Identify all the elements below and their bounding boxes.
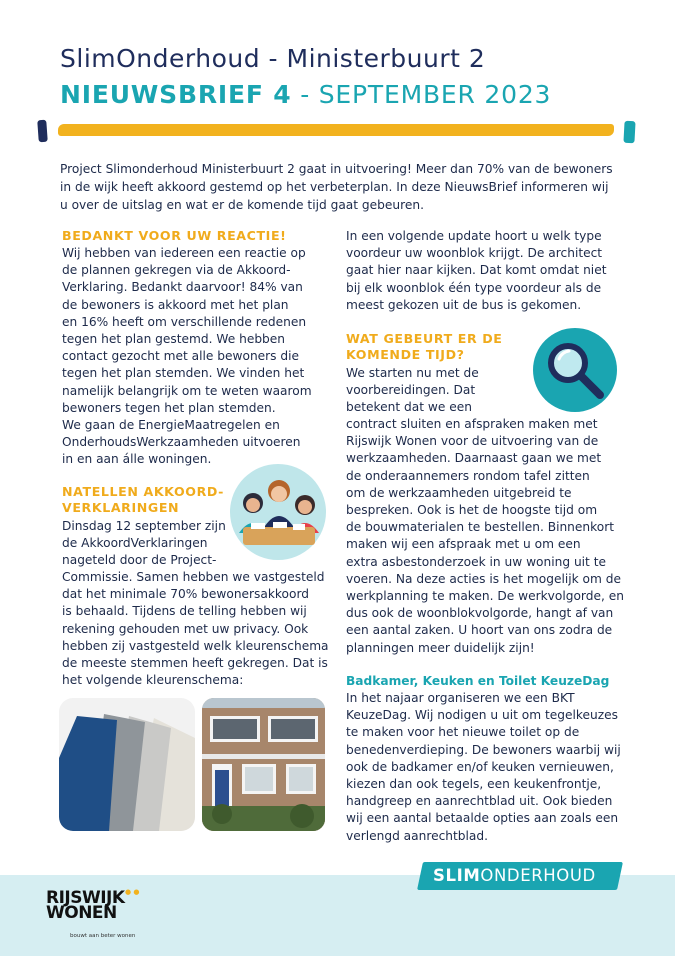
- badge-slim: SLIM: [433, 866, 481, 885]
- people-counting-illustration: [229, 463, 327, 561]
- heading-bedankt: BEDANKT VOOR UW REACTIE!: [62, 228, 287, 243]
- newsletter-subtitle: [60, 80, 551, 109]
- yellow-brush-stroke: [58, 124, 614, 136]
- rijswijk-wonen-logo: [46, 888, 125, 923]
- text-komende-tijd-b: contract sluiten en afspraken maken met Rijswijk Wonen voor de uitvoering van de werkzaamheden. Daarnaast gaan we met de onderaannemers rondom tafel zitten om de werkzaamheden uitgebreid te bespreken. Ook is het de hoogste tijd om de bouwmaterialen te bestellen. Binnenkort maken wij een afspraak met u om een extra asbestonderzoek in uw woning uit te voeren. Na deze acties is het mogelijk om de werkplanning te maken. De werkvolgorde, en dus ook de woonblokvolgorde, hangt af van een aantal zaken. U hoort van ons zodra de planningen meer duidelijk zijn!: [346, 417, 624, 655]
- newsletter-date: - SEPTEMBER 2023: [291, 80, 552, 109]
- logo-tagline: bouwt aan beter wonen: [70, 933, 136, 939]
- badge-onderhoud: ONDERHOUD: [480, 866, 596, 885]
- newsletter-title: SlimOnderhoud - Ministerbuurt 2: [60, 44, 486, 73]
- logo-line-1: RIJSWIJK: [46, 888, 125, 908]
- text-bkt-keuzedag: In het najaar organiseren we een BKT KeuzeDag. Wij nodigen u uit om tegelkeuzes te maken voor het nieuwe toilet op de benedenverdieping. De bewoners waarbij wij ook de badkamer en/of keuken vernieuwen, kiezen dan ook tegels, een keukenfrontje, handgreep en aanrechtblad uit. Ook bieden wij een aantal betaalde opties aan zoals een verlengd aanrechtblad.: [346, 691, 621, 843]
- newsletter-number: NIEUWSBRIEF 4: [60, 80, 292, 109]
- teal-brush-mark: [623, 121, 635, 144]
- text-natellen-b: Commissie. Samen hebben we vastgesteld dat het minimale 70% bewonersakkoord is behaald. Tijdens de telling hebben wij rekening gehouden met uw privacy. Ook hebben zij vastgesteld welk kleurenschema de meeste stemmen heeft gekregen. Dat is het volgende kleurenschema:: [62, 570, 329, 688]
- logo-line-2: WONEN: [46, 903, 117, 923]
- heading-komende-tijd-2: KOMENDE TIJD?: [346, 347, 465, 362]
- heading-natellen-2: VERKLARINGEN: [62, 500, 180, 515]
- text-komende-tijd-a: We starten nu met de voorbereidingen. Dat betekent dat we een: [346, 366, 479, 415]
- text-voordeur: In een volgende update hoort u welk type voordeur uw woonblok krijgt. De architect gaat hier naar kijken. Dat komt omdat niet bij elk woonblok één type voordeur als de meest gekozen uit de bus is gekomen.: [346, 229, 607, 312]
- house-photo: [202, 698, 325, 831]
- heading-natellen-1: NATELLEN AKKOORD-: [62, 484, 225, 499]
- navy-brush-mark: [37, 120, 48, 143]
- text-bedankt: Wij hebben van iedereen een reactie op de plannen gekregen via de Akkoord- Verklaring. Bedankt daarvoor! 84% van de bewoners is akkoord met het plan en 16% heeft om verschillende redenen tegen het plan gestemd. We hebben contact gezocht met alle bewoners die tegen het plan stemden. We vinden het namelijk belangrijk om te weten waarom bewoners tegen het plan stemden. We gaan de EnergieMaatregelen en OnderhoudsWerkzaamheden uitvoeren in en aan álle woningen.: [62, 246, 312, 467]
- heading-komende-tijd-1: WAT GEBEURT ER DE: [346, 331, 503, 346]
- intro-paragraph: Project Slimonderhoud Ministerbuurt 2 gaat in uitvoering! Meer dan 70% van de bewoners in de wijk heeft akkoord gestemd op het verbeterplan. In deze NieuwsBrief informeren wij u over de uitslag en wat er de komende tijd gaat gebeuren.: [60, 162, 613, 212]
- logo-dots-icon: ● ●: [125, 888, 140, 896]
- color-swatch-photo: [59, 698, 195, 831]
- slimonderhoud-logo-text: [433, 866, 596, 885]
- heading-bkt-keuzedag: Badkamer, Keuken en Toilet KeuzeDag: [346, 674, 610, 688]
- magnifying-glass-icon: [532, 327, 618, 413]
- text-natellen-a: Dinsdag 12 september zijn de AkkoordVerklaringen nageteld door de Project-: [62, 519, 226, 568]
